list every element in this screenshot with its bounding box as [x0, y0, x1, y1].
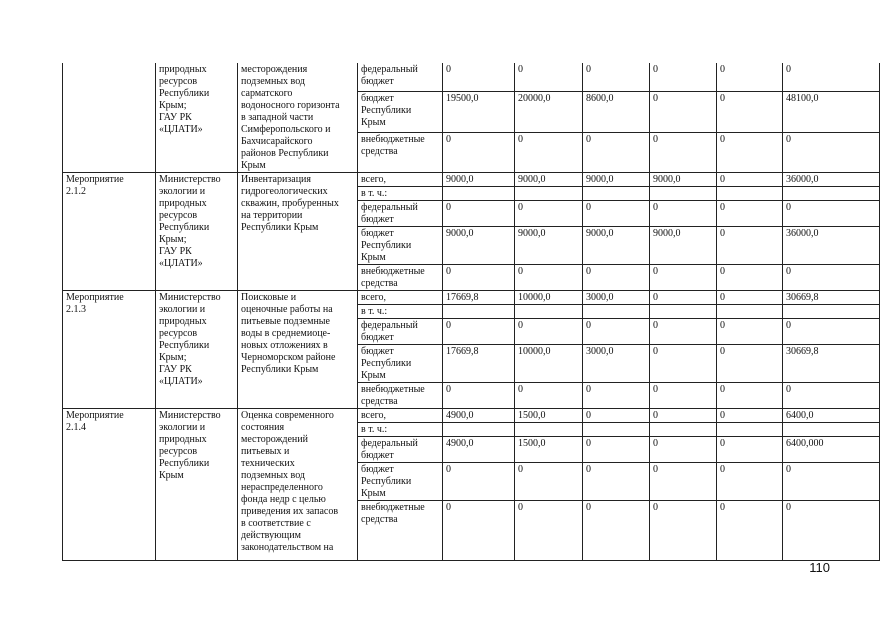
value-cell: 3000,0 [583, 291, 650, 305]
funding-source-cell: всего, [358, 291, 443, 305]
value-cell: 0 [717, 319, 783, 345]
value-cell: 36000,0 [783, 227, 880, 265]
value-cell: 0 [783, 63, 880, 91]
value-cell: 4900,0 [443, 409, 515, 423]
executor-cell: Министерство экологии и природных ресурсов Республики Крым [156, 409, 238, 561]
value-cell: 17669,8 [443, 291, 515, 305]
value-cell [650, 187, 717, 201]
funding-source-cell: федеральный бюджет [358, 319, 443, 345]
executor-cell: природных ресурсов Республики Крым; ГАУ РК «ЦЛАТИ» [156, 63, 238, 173]
value-cell: 0 [515, 63, 583, 91]
value-cell: 0 [515, 501, 583, 561]
funding-source-cell: внебюджетные средства [358, 265, 443, 291]
value-cell: 0 [650, 437, 717, 463]
value-cell: 0 [717, 383, 783, 409]
funding-source-cell: в т. ч.: [358, 187, 443, 201]
measure-cell-empty [63, 63, 156, 173]
value-cell [717, 187, 783, 201]
value-cell: 0 [717, 265, 783, 291]
value-cell: 0 [583, 463, 650, 501]
value-cell: 0 [650, 63, 717, 91]
value-cell: 9000,0 [650, 227, 717, 265]
table-row [63, 409, 880, 423]
value-cell [515, 305, 583, 319]
value-cell: 0 [717, 91, 783, 133]
funding-source-cell: бюджет Республики Крым [358, 227, 443, 265]
executor-cell: Министерство экологии и природных ресурсов Республики Крым; ГАУ РК «ЦЛАТИ» [156, 173, 238, 291]
value-cell [717, 423, 783, 437]
value-cell: 9000,0 [443, 173, 515, 187]
value-cell [443, 305, 515, 319]
funding-source-cell: федеральный бюджет [358, 201, 443, 227]
funding-source-cell: бюджет Республики Крым [358, 345, 443, 383]
value-cell: 0 [443, 133, 515, 173]
value-cell: 0 [717, 345, 783, 383]
value-cell: 1500,0 [515, 437, 583, 463]
value-cell: 0 [583, 501, 650, 561]
value-cell: 0 [443, 463, 515, 501]
description-cell: Инвентаризация гидрогеологических скважин, пробуренных на территории Республики Крым [238, 173, 358, 291]
value-cell: 30669,8 [783, 291, 880, 305]
value-cell: 9000,0 [583, 227, 650, 265]
value-cell: 6400,000 [783, 437, 880, 463]
value-cell [583, 187, 650, 201]
value-cell: 0 [583, 133, 650, 173]
value-cell: 0 [783, 133, 880, 173]
funding-source-cell: бюджет Республики Крым [358, 463, 443, 501]
description-cell: месторождения подземных вод сарматского водоносного горизонта в западной части Симферопольского и Бахчисарайского районов Республики Крым [238, 63, 358, 173]
measure-name-cell: Мероприятие 2.1.3 [63, 291, 156, 409]
funding-source-cell: в т. ч.: [358, 305, 443, 319]
value-cell: 0 [515, 201, 583, 227]
value-cell: 0 [717, 409, 783, 423]
funding-source-cell: федеральный бюджет [358, 437, 443, 463]
value-cell: 0 [650, 265, 717, 291]
value-cell: 0 [650, 319, 717, 345]
value-cell: 0 [443, 319, 515, 345]
value-cell: 0 [515, 133, 583, 173]
value-cell [443, 187, 515, 201]
value-cell: 0 [717, 173, 783, 187]
measure-name-cell: Мероприятие 2.1.4 [63, 409, 156, 561]
value-cell: 3000,0 [583, 345, 650, 383]
value-cell: 0 [650, 133, 717, 173]
value-cell [583, 423, 650, 437]
value-cell: 0 [583, 319, 650, 345]
value-cell: 48100,0 [783, 91, 880, 133]
value-cell: 10000,0 [515, 291, 583, 305]
value-cell: 0 [583, 63, 650, 91]
value-cell: 20000,0 [515, 91, 583, 133]
value-cell: 0 [783, 501, 880, 561]
table-row [63, 63, 880, 91]
value-cell: 0 [650, 409, 717, 423]
value-cell: 0 [650, 463, 717, 501]
value-cell: 0 [583, 201, 650, 227]
value-cell: 17669,8 [443, 345, 515, 383]
description-cell: Оценка современного состояния месторождений питьевых и технических подземных вод нераспределенного фонда недр с целью приведения их запасов в соответствие с действующим законодательством на [238, 409, 358, 561]
value-cell [515, 423, 583, 437]
value-cell: 0 [650, 345, 717, 383]
value-cell: 8600,0 [583, 91, 650, 133]
value-cell: 0 [650, 383, 717, 409]
value-cell: 0 [783, 265, 880, 291]
value-cell: 0 [783, 463, 880, 501]
funding-source-cell: федеральный бюджет [358, 63, 443, 91]
funding-source-cell: в т. ч.: [358, 423, 443, 437]
value-cell: 9000,0 [443, 227, 515, 265]
value-cell: 0 [443, 265, 515, 291]
value-cell [717, 305, 783, 319]
value-cell: 19500,0 [443, 91, 515, 133]
value-cell: 0 [443, 63, 515, 91]
value-cell: 30669,8 [783, 345, 880, 383]
value-cell [650, 305, 717, 319]
table-row [63, 173, 880, 187]
funding-source-cell: внебюджетные средства [358, 501, 443, 561]
value-cell: 0 [783, 383, 880, 409]
value-cell [783, 305, 880, 319]
value-cell: 0 [717, 133, 783, 173]
page-number: 110 [809, 560, 830, 575]
value-cell: 0 [783, 319, 880, 345]
value-cell: 0 [717, 291, 783, 305]
value-cell: 6400,0 [783, 409, 880, 423]
value-cell: 9000,0 [515, 173, 583, 187]
value-cell [783, 423, 880, 437]
value-cell: 9000,0 [515, 227, 583, 265]
value-cell: 0 [443, 201, 515, 227]
value-cell: 0 [717, 501, 783, 561]
value-cell: 0 [583, 409, 650, 423]
value-cell [783, 187, 880, 201]
value-cell: 0 [650, 91, 717, 133]
value-cell [583, 305, 650, 319]
value-cell: 0 [783, 201, 880, 227]
value-cell: 0 [717, 201, 783, 227]
funding-source-cell: внебюджетные средства [358, 383, 443, 409]
funding-source-cell: всего, [358, 409, 443, 423]
value-cell: 9000,0 [650, 173, 717, 187]
value-cell: 0 [717, 63, 783, 91]
value-cell: 0 [583, 437, 650, 463]
value-cell: 0 [515, 383, 583, 409]
table-body [63, 63, 880, 561]
value-cell: 0 [443, 383, 515, 409]
measure-name-cell: Мероприятие 2.1.2 [63, 173, 156, 291]
value-cell: 0 [717, 227, 783, 265]
value-cell: 0 [583, 383, 650, 409]
value-cell: 0 [515, 463, 583, 501]
value-cell: 1500,0 [515, 409, 583, 423]
value-cell: 0 [717, 463, 783, 501]
value-cell: 0 [515, 319, 583, 345]
value-cell: 0 [515, 265, 583, 291]
value-cell: 4900,0 [443, 437, 515, 463]
budget-table [62, 63, 880, 561]
value-cell: 10000,0 [515, 345, 583, 383]
value-cell: 0 [443, 501, 515, 561]
value-cell: 0 [583, 265, 650, 291]
table-row [63, 291, 880, 305]
funding-source-cell: внебюджетные средства [358, 133, 443, 173]
funding-source-cell: бюджет Республики Крым [358, 91, 443, 133]
value-cell: 0 [650, 201, 717, 227]
value-cell: 0 [650, 291, 717, 305]
executor-cell: Министерство экологии и природных ресурсов Республики Крым; ГАУ РК «ЦЛАТИ» [156, 291, 238, 409]
value-cell [443, 423, 515, 437]
value-cell [650, 423, 717, 437]
value-cell: 0 [717, 437, 783, 463]
funding-source-cell: всего, [358, 173, 443, 187]
value-cell: 0 [650, 501, 717, 561]
value-cell: 36000,0 [783, 173, 880, 187]
value-cell [515, 187, 583, 201]
description-cell: Поисковые и оценочные работы на питьевые подземные воды в среднемиоце- новых отложениях в Черноморском районе Республики Крым [238, 291, 358, 409]
value-cell: 9000,0 [583, 173, 650, 187]
